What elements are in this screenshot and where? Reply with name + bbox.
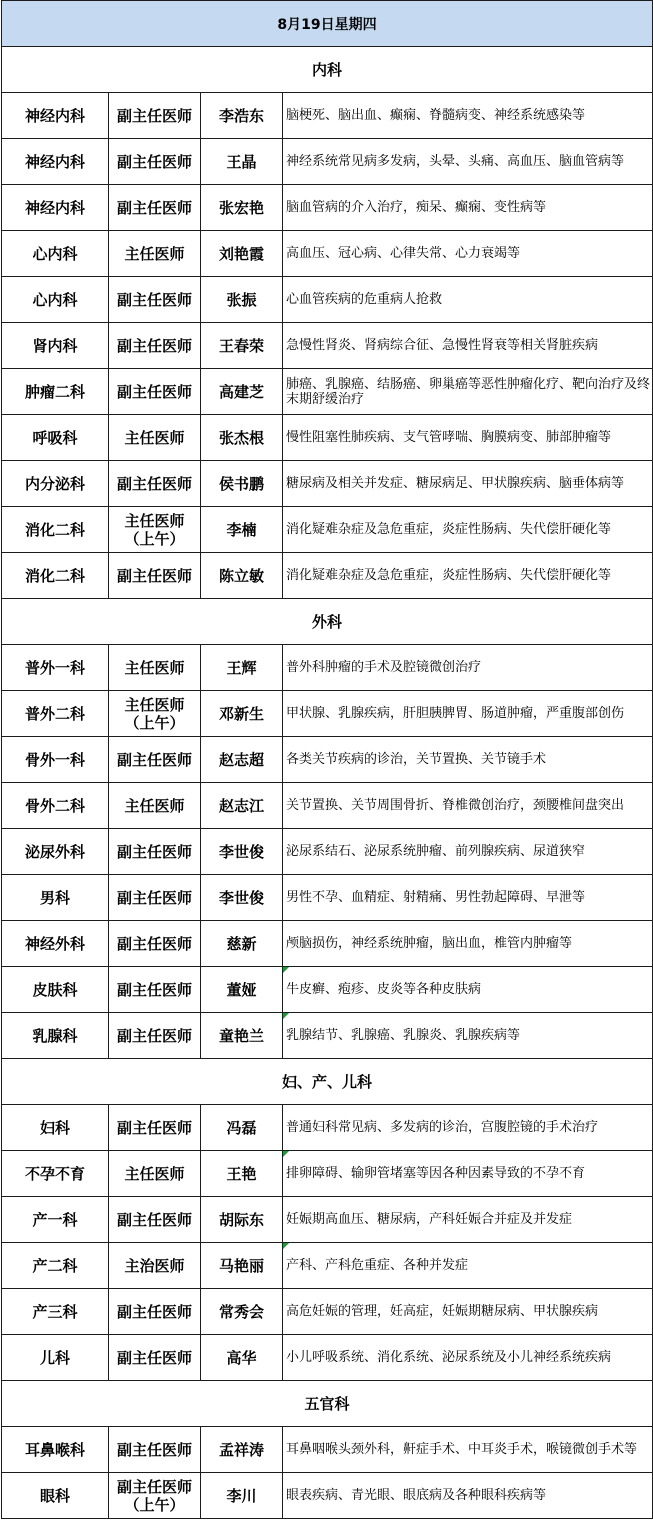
section-header-row: [2, 1381, 653, 1427]
specialty-cell: [283, 1013, 653, 1059]
doctor-row: [2, 461, 653, 507]
doctor-title-cell: [109, 1243, 201, 1289]
doctor-name-cell: [201, 691, 283, 737]
department-cell-text: 产二科: [32, 1256, 78, 1275]
specialty-cell-text: 妊娠期高血压、糖尿病，产科妊娠合并症及并发症: [286, 1212, 573, 1227]
department-cell: [2, 369, 109, 415]
department-cell: [2, 1335, 109, 1381]
doctor-name-cell: [201, 185, 283, 231]
schedule-table: [1, 0, 653, 1519]
department-cell: [2, 829, 109, 875]
comment-flag-icon: [283, 1013, 289, 1019]
specialty-cell-text: 高危妊娠的管理，妊高症，妊娠期糖尿病、甲状腺疾病: [286, 1304, 599, 1319]
doctor-name-cell: [201, 645, 283, 691]
department-cell-text: 神经内科: [24, 198, 85, 217]
doctor-title-cell: [109, 875, 201, 921]
department-cell: [2, 231, 109, 277]
schedule-body: [2, 1, 653, 1519]
doctor-name-cell-text: 常秀会: [218, 1302, 264, 1321]
doctor-title-cell-text: 主任医师: [124, 244, 185, 263]
specialty-cell: [283, 1335, 653, 1381]
doctor-name-cell-text: 李楠: [226, 520, 257, 539]
doctor-title-cell-text: 副主任医师: [116, 750, 192, 769]
doctor-row: [2, 1335, 653, 1381]
specialty-cell-text: 神经系统常见病多发病，头晕、头痛、高血压、脑血管病等: [286, 154, 625, 169]
doctor-row: [2, 1013, 653, 1059]
doctor-title-cell-text: 副主任医师 （上午）: [116, 1477, 192, 1514]
department-cell-text: 内分泌科: [24, 474, 85, 493]
doctor-name-cell-text: 陈立敏: [218, 566, 264, 585]
doctor-title-cell: [109, 93, 201, 139]
specialty-cell: [283, 1197, 653, 1243]
specialty-cell: [283, 1473, 653, 1519]
doctor-name-cell-text: 童艳兰: [218, 1026, 264, 1045]
department-cell: [2, 1013, 109, 1059]
department-cell-text: 神经内科: [24, 106, 85, 125]
doctor-name-cell-text: 王晶: [226, 152, 257, 171]
doctor-title-cell-text: 副主任医师: [116, 290, 192, 309]
specialty-cell: [283, 231, 653, 277]
doctor-name-cell: [201, 1427, 283, 1473]
doctor-name-cell-text: 李世俊: [218, 842, 264, 861]
specialty-cell: [283, 369, 653, 415]
department-cell: [2, 921, 109, 967]
specialty-cell: [283, 691, 653, 737]
specialty-cell-text: 乳腺结节、乳腺癌、乳腺炎、乳腺疾病等: [286, 1028, 521, 1043]
doctor-name-cell: [201, 369, 283, 415]
doctor-title-cell: [109, 1197, 201, 1243]
doctor-name-cell-text: 邓新生: [218, 704, 264, 723]
doctor-title-cell: [109, 921, 201, 967]
doctor-title-cell: [109, 967, 201, 1013]
doctor-name-cell: [201, 1243, 283, 1289]
doctor-row: [2, 553, 653, 599]
specialty-cell: [283, 875, 653, 921]
doctor-name-cell: [201, 1197, 283, 1243]
specialty-cell-text: 高血压、冠心病、心律失常、心力衰竭等: [286, 246, 521, 261]
department-cell: [2, 1473, 109, 1519]
doctor-title-cell: [109, 691, 201, 737]
specialty-cell-text: 排卵障碍、输卵管堵塞等因各种因素导致的不孕不育: [286, 1166, 586, 1181]
doctor-title-cell-text: 副主任医师: [116, 888, 192, 907]
doctor-row: [2, 921, 653, 967]
department-cell: [2, 783, 109, 829]
department-cell-text: 心内科: [32, 244, 78, 263]
doctor-name-cell-text: 赵志超: [218, 750, 264, 769]
doctor-title-cell-text: 副主任医师: [116, 980, 192, 999]
doctor-title-cell: [109, 369, 201, 415]
doctor-name-cell: [201, 231, 283, 277]
specialty-cell-text: 眼表疾病、青光眼、眼底病及各种眼科疾病等: [286, 1488, 547, 1503]
doctor-name-cell-text: 张宏艳: [218, 198, 264, 217]
doctor-title-cell-text: 副主任医师: [116, 382, 192, 401]
doctor-name-cell-text: 马艳丽: [218, 1256, 264, 1275]
doctor-title-cell: [109, 1473, 201, 1519]
doctor-name-cell: [201, 737, 283, 783]
doctor-name-cell: [201, 461, 283, 507]
doctor-title-cell-text: 副主任医师: [116, 1210, 192, 1229]
specialty-cell: [283, 737, 653, 783]
department-cell-text: 乳腺科: [32, 1026, 78, 1045]
department-cell-text: 心内科: [32, 290, 78, 309]
department-cell-text: 消化二科: [24, 520, 85, 539]
doctor-name-cell-text: 冯磊: [226, 1118, 257, 1137]
doctor-name-cell: [201, 553, 283, 599]
doctor-name-cell-text: 赵志江: [218, 796, 264, 815]
doctor-name-cell-text: 王春荣: [218, 336, 264, 355]
doctor-title-cell: [109, 461, 201, 507]
doctor-row: [2, 783, 653, 829]
doctor-name-cell-text: 侯书鹏: [218, 474, 264, 493]
doctor-name-cell: [201, 139, 283, 185]
section-header-row: [2, 1059, 653, 1105]
doctor-title-cell: [109, 783, 201, 829]
doctor-row: [2, 1473, 653, 1519]
specialty-cell: [283, 139, 653, 185]
specialty-cell-text: 糖尿病及相关并发症、糖尿病足、甲状腺疾病、脑垂体病等: [286, 476, 625, 491]
doctor-row: [2, 645, 653, 691]
doctor-title-cell: [109, 829, 201, 875]
specialty-cell-text: 消化疑难杂症及急危重症，炎症性肠病、失代偿肝硬化等: [286, 522, 612, 537]
doctor-title-cell: [109, 323, 201, 369]
doctor-title-cell: [109, 1335, 201, 1381]
section-header-row: [2, 47, 653, 93]
department-cell-text: 耳鼻喉科: [24, 1440, 85, 1459]
doctor-title-cell: [109, 1427, 201, 1473]
doctor-name-cell-text: 高华: [226, 1348, 257, 1367]
doctor-name-cell-text: 慈新: [226, 934, 257, 953]
doctor-name-cell-text: 王辉: [226, 658, 257, 677]
doctor-row: [2, 1105, 653, 1151]
department-cell: [2, 1151, 109, 1197]
specialty-cell: [283, 1243, 653, 1289]
specialty-cell: [283, 829, 653, 875]
doctor-row: [2, 93, 653, 139]
specialty-cell: [283, 645, 653, 691]
specialty-cell: [283, 415, 653, 461]
specialty-cell-text: 牛皮癣、疱疹、皮炎等各种皮肤病: [286, 982, 482, 997]
comment-flag-icon: [283, 1151, 289, 1157]
doctor-row: [2, 323, 653, 369]
department-cell: [2, 277, 109, 323]
doctor-title-cell: [109, 415, 201, 461]
doctor-name-cell: [201, 829, 283, 875]
department-cell: [2, 1105, 109, 1151]
doctor-row: [2, 1197, 653, 1243]
specialty-cell: [283, 1105, 653, 1151]
doctor-name-cell: [201, 967, 283, 1013]
specialty-cell-text: 普通妇科常见病、多发病的诊治，宫腹腔镜的手术治疗: [286, 1120, 599, 1135]
doctor-row: [2, 139, 653, 185]
doctor-name-cell: [201, 783, 283, 829]
specialty-cell-text: 小儿呼吸系统、消化系统、泌尿系统及小儿神经系统疾病: [286, 1350, 612, 1365]
doctor-title-cell-text: 副主任医师: [116, 1440, 192, 1459]
doctor-name-cell: [201, 415, 283, 461]
specialty-cell-text: 泌尿系结石、泌尿系统肿瘤、前列腺疾病、尿道狭窄: [286, 844, 586, 859]
doctor-title-cell-text: 主任医师 （上午）: [124, 511, 185, 548]
doctor-title-cell: [109, 1151, 201, 1197]
doctor-title-cell-text: 主治医师: [124, 1256, 185, 1275]
doctor-name-cell: [201, 1151, 283, 1197]
specialty-cell: [283, 185, 653, 231]
section-title: 内科: [2, 47, 653, 93]
doctor-name-cell-text: 高建芝: [218, 382, 264, 401]
specialty-cell: [283, 1151, 653, 1197]
doctor-name-cell-text: 王艳: [226, 1164, 257, 1183]
specialty-cell-text: 脑血管病的介入治疗，痴呆、癫痫、变性病等: [286, 200, 547, 215]
doctor-name-cell: [201, 277, 283, 323]
department-cell: [2, 737, 109, 783]
specialty-cell: [283, 277, 653, 323]
specialty-cell: [283, 1289, 653, 1335]
department-cell-text: 肾内科: [32, 336, 78, 355]
doctor-row: [2, 967, 653, 1013]
doctor-title-cell: [109, 1105, 201, 1151]
department-cell-text: 普外二科: [24, 704, 85, 723]
doctor-title-cell-text: 副主任医师: [116, 1026, 192, 1045]
specialty-cell-text: 男性不孕、血精症、射精痛、男性勃起障碍、早泄等: [286, 890, 586, 905]
department-cell-text: 产一科: [32, 1210, 78, 1229]
department-cell-text: 呼吸科: [32, 428, 78, 447]
doctor-name-cell-text: 李川: [226, 1486, 257, 1505]
doctor-title-cell-text: 副主任医师: [116, 1118, 192, 1137]
specialty-cell-text: 关节置换、关节周围骨折、脊椎微创治疗，颈腰椎间盘突出: [286, 798, 625, 813]
doctor-title-cell-text: 副主任医师: [116, 198, 192, 217]
doctor-name-cell: [201, 1473, 283, 1519]
doctor-row: [2, 507, 653, 553]
doctor-title-cell-text: 副主任医师: [116, 1348, 192, 1367]
department-cell: [2, 1427, 109, 1473]
doctor-name-cell-text: 李浩东: [218, 106, 264, 125]
department-cell-text: 不孕不育: [24, 1164, 85, 1183]
department-cell-text: 普外一科: [24, 658, 85, 677]
department-cell: [2, 1289, 109, 1335]
comment-flag-icon: [283, 967, 289, 973]
doctor-title-cell-text: 主任医师 （上午）: [124, 695, 185, 732]
department-cell: [2, 645, 109, 691]
doctor-name-cell: [201, 875, 283, 921]
doctor-title-cell-text: 主任医师: [124, 796, 185, 815]
department-cell: [2, 139, 109, 185]
comment-flag-icon: [283, 1243, 289, 1249]
doctor-row: [2, 369, 653, 415]
doctor-name-cell-text: 董娅: [226, 980, 257, 999]
doctor-row: [2, 1151, 653, 1197]
department-cell: [2, 1243, 109, 1289]
doctor-row: [2, 415, 653, 461]
doctor-row: [2, 231, 653, 277]
doctor-title-cell: [109, 1289, 201, 1335]
doctor-row: [2, 1289, 653, 1335]
department-cell: [2, 875, 109, 921]
specialty-cell: [283, 783, 653, 829]
department-cell: [2, 507, 109, 553]
doctor-title-cell-text: 副主任医师: [116, 566, 192, 585]
doctor-title-cell-text: 副主任医师: [116, 934, 192, 953]
doctor-title-cell: [109, 277, 201, 323]
specialty-cell-text: 产科、产科危重症、各种并发症: [286, 1258, 469, 1273]
specialty-cell-text: 慢性阻塞性肺疾病、支气管哮喘、胸膜病变、肺部肿瘤等: [286, 430, 612, 445]
specialty-cell-text: 各类关节疾病的诊治，关节置换、关节镜手术: [286, 752, 547, 767]
doctor-name-cell: [201, 1013, 283, 1059]
doctor-title-cell: [109, 139, 201, 185]
department-cell: [2, 1197, 109, 1243]
department-cell-text: 神经外科: [24, 934, 85, 953]
doctor-title-cell-text: 副主任医师: [116, 106, 192, 125]
doctor-title-cell: [109, 737, 201, 783]
department-cell: [2, 461, 109, 507]
doctor-title-cell-text: 主任医师: [124, 428, 185, 447]
specialty-cell: [283, 553, 653, 599]
department-cell-text: 儿科: [39, 1348, 70, 1367]
doctor-name-cell-text: 刘艳霞: [218, 244, 264, 263]
department-cell: [2, 691, 109, 737]
department-cell-text: 神经内科: [24, 152, 85, 171]
doctor-row: [2, 1427, 653, 1473]
specialty-cell-text: 急慢性肾炎、肾病综合征、急慢性肾衰等相关肾脏疾病: [286, 338, 599, 353]
department-cell: [2, 967, 109, 1013]
doctor-title-cell-text: 副主任医师: [116, 152, 192, 171]
doctor-title-cell: [109, 185, 201, 231]
specialty-cell-text: 普外科肿瘤的手术及腔镜微创治疗: [286, 660, 482, 675]
department-cell-text: 妇科: [39, 1118, 70, 1137]
section-header-row: [2, 599, 653, 645]
doctor-title-cell-text: 副主任医师: [116, 336, 192, 355]
doctor-row: [2, 1243, 653, 1289]
specialty-cell-text: 肺癌、乳腺癌、结肠癌、卵巢癌等恶性肿瘤化疗、靶向治疗及终末期舒缓治疗: [286, 376, 651, 407]
doctor-name-cell: [201, 323, 283, 369]
specialty-cell: [283, 323, 653, 369]
section-title: 五官科: [2, 1381, 653, 1427]
doctor-name-cell: [201, 93, 283, 139]
specialty-cell-text: 脑梗死、脑出血、癫痫、脊髓病变、神经系统感染等: [286, 108, 586, 123]
department-cell-text: 男科: [39, 888, 70, 907]
section-title: 外科: [2, 599, 653, 645]
doctor-name-cell: [201, 921, 283, 967]
department-cell-text: 骨外一科: [24, 750, 85, 769]
department-cell-text: 产三科: [32, 1302, 78, 1321]
specialty-cell: [283, 921, 653, 967]
doctor-name-cell: [201, 1105, 283, 1151]
doctor-name-cell-text: 张振: [226, 290, 257, 309]
department-cell: [2, 185, 109, 231]
department-cell-text: 骨外二科: [24, 796, 85, 815]
department-cell-text: 皮肤科: [32, 980, 78, 999]
specialty-cell-text: 颅脑损伤，神经系统肿瘤，脑出血，椎管内肿瘤等: [286, 936, 573, 951]
specialty-cell: [283, 93, 653, 139]
doctor-name-cell: [201, 507, 283, 553]
doctor-row: [2, 277, 653, 323]
doctor-row: [2, 185, 653, 231]
department-cell-text: 消化二科: [24, 566, 85, 585]
doctor-title-cell: [109, 231, 201, 277]
doctor-title-cell-text: 副主任医师: [116, 842, 192, 861]
doctor-name-cell-text: 李世俊: [218, 888, 264, 907]
department-cell: [2, 415, 109, 461]
doctor-title-cell-text: 副主任医师: [116, 1302, 192, 1321]
specialty-cell: [283, 967, 653, 1013]
doctor-row: [2, 691, 653, 737]
doctor-title-cell: [109, 553, 201, 599]
department-cell: [2, 553, 109, 599]
doctor-title-cell: [109, 645, 201, 691]
department-cell-text: 泌尿外科: [24, 842, 85, 861]
doctor-title-cell-text: 主任医师: [124, 1164, 185, 1183]
department-cell: [2, 323, 109, 369]
doctor-title-cell: [109, 1013, 201, 1059]
doctor-name-cell-text: 孟祥涛: [218, 1440, 264, 1459]
specialty-cell-text: 心血管疾病的危重病人抢救: [286, 292, 443, 307]
doctor-row: [2, 829, 653, 875]
doctor-name-cell-text: 胡际东: [218, 1210, 264, 1229]
page-title: 8月19日星期四: [2, 1, 653, 47]
doctor-row: [2, 875, 653, 921]
doctor-title-cell-text: 副主任医师: [116, 474, 192, 493]
doctor-row: [2, 737, 653, 783]
specialty-cell-text: 消化疑难杂症及急危重症，炎症性肠病、失代偿肝硬化等: [286, 568, 612, 583]
department-cell-text: 肿瘤二科: [24, 382, 85, 401]
specialty-cell: [283, 461, 653, 507]
specialty-cell: [283, 1427, 653, 1473]
specialty-cell: [283, 507, 653, 553]
specialty-cell-text: 甲状腺、乳腺疾病，肝胆胰脾胃、肠道肿瘤，严重腹部创伤: [286, 706, 625, 721]
doctor-title-cell: [109, 507, 201, 553]
doctor-name-cell: [201, 1289, 283, 1335]
department-cell-text: 眼科: [39, 1486, 70, 1505]
title-row: [2, 1, 653, 47]
doctor-title-cell-text: 主任医师: [124, 658, 185, 677]
section-title: 妇、产、儿科: [2, 1059, 653, 1105]
doctor-name-cell: [201, 1335, 283, 1381]
department-cell: [2, 93, 109, 139]
specialty-cell-text: 耳鼻咽喉头颈外科，鼾症手术、中耳炎手术，喉镜微创手术等: [286, 1442, 638, 1457]
doctor-name-cell-text: 张杰根: [218, 428, 264, 447]
